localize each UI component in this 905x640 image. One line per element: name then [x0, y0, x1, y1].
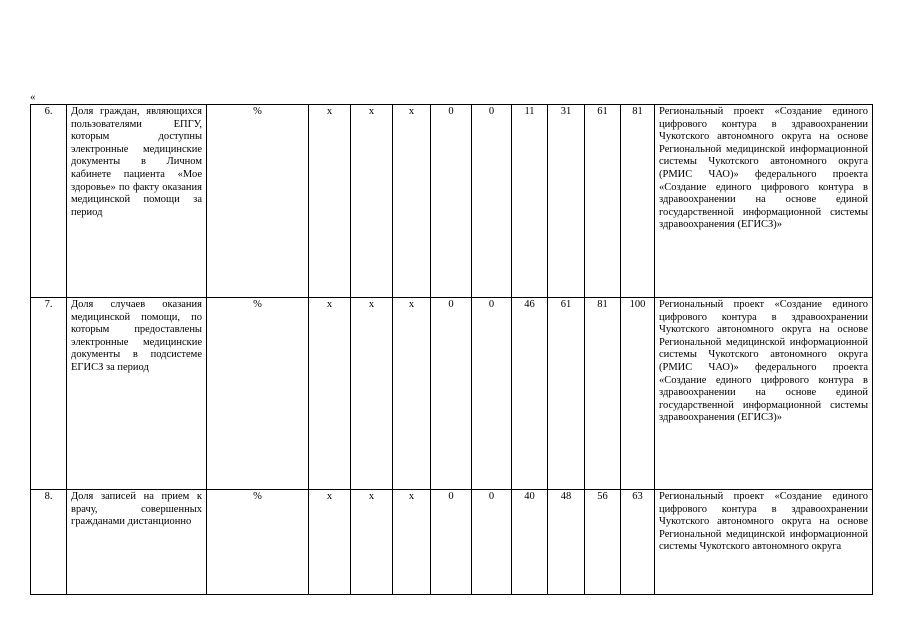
value-cell: 11 — [512, 105, 548, 298]
value-cell: x — [393, 298, 431, 490]
value-cell: x — [351, 490, 393, 595]
project-reference-text: Региональный проект «Создание единого цифрового контура в здравоохранении Чукотского автономного округа на основе Региональной медицинской информационной системы Чукотского автономного округа — [659, 491, 868, 553]
value-cell: 61 — [585, 105, 621, 298]
unit-cell: % — [207, 105, 309, 298]
value-cell: x — [393, 105, 431, 298]
value-cell: 0 — [472, 105, 512, 298]
row-number: 8. — [31, 490, 67, 595]
value-cell: 40 — [512, 490, 548, 595]
indicators-table — [30, 104, 873, 595]
table-row — [31, 105, 873, 298]
value-cell: x — [351, 105, 393, 298]
indicator-description: Доля граждан, являющихся пользователями ЕПГУ, которым доступны электронные медицинские документы в Личном кабинете пациента «Мое здоровье» по факту оказания медицинской помощи за период — [67, 105, 207, 298]
project-reference: Региональный проект «Создание единого цифрового контура в здравоохранении Чукотского автономного округа на основе Региональной медицинской информационной системы Чукотского автономного округа (РМИС ЧАО)» федерального проекта «Создание единого цифрового контура в здравоохранении на основе единой государственной информационной системы здравоохранения (ЕГИСЗ)» — [655, 105, 873, 298]
value-cell: 31 — [548, 105, 585, 298]
table-row — [31, 490, 873, 595]
value-cell: x — [309, 105, 351, 298]
value-cell: 100 — [621, 298, 655, 490]
value-cell: 0 — [431, 105, 472, 298]
value-cell: x — [393, 490, 431, 595]
project-reference — [655, 490, 873, 595]
unit-cell: % — [207, 490, 309, 595]
value-cell: 63 — [621, 490, 655, 595]
row-number: 6. — [31, 105, 67, 298]
value-cell: 61 — [548, 298, 585, 490]
row-number: 7. — [31, 298, 67, 490]
value-cell: 0 — [472, 298, 512, 490]
value-cell: 0 — [472, 490, 512, 595]
indicator-description: Доля случаев оказания медицинской помощи, по которым предоставлены электронные медицинские документы в подсистеме ЕГИСЗ за период — [67, 298, 207, 490]
table-row — [31, 298, 873, 490]
value-cell: 81 — [585, 298, 621, 490]
value-cell: x — [309, 298, 351, 490]
value-cell: x — [309, 490, 351, 595]
value-cell: x — [351, 298, 393, 490]
value-cell: 81 — [621, 105, 655, 298]
indicator-description: Доля записей на прием к врачу, совершенных гражданами дистанционно — [67, 490, 207, 595]
value-cell: 56 — [585, 490, 621, 595]
opening-quote-mark: « — [30, 91, 36, 103]
unit-cell: % — [207, 298, 309, 490]
value-cell: 0 — [431, 490, 472, 595]
value-cell: 0 — [431, 298, 472, 490]
value-cell: 46 — [512, 298, 548, 490]
value-cell: 48 — [548, 490, 585, 595]
project-reference: Региональный проект «Создание единого цифрового контура в здравоохранении Чукотского автономного округа на основе Региональной медицинской информационной системы Чукотского автономного округа (РМИС ЧАО)» федерального проекта «Создание единого цифрового контура в здравоохранении на основе единой государственной информационной системы здравоохранения (ЕГИСЗ)» — [655, 298, 873, 490]
